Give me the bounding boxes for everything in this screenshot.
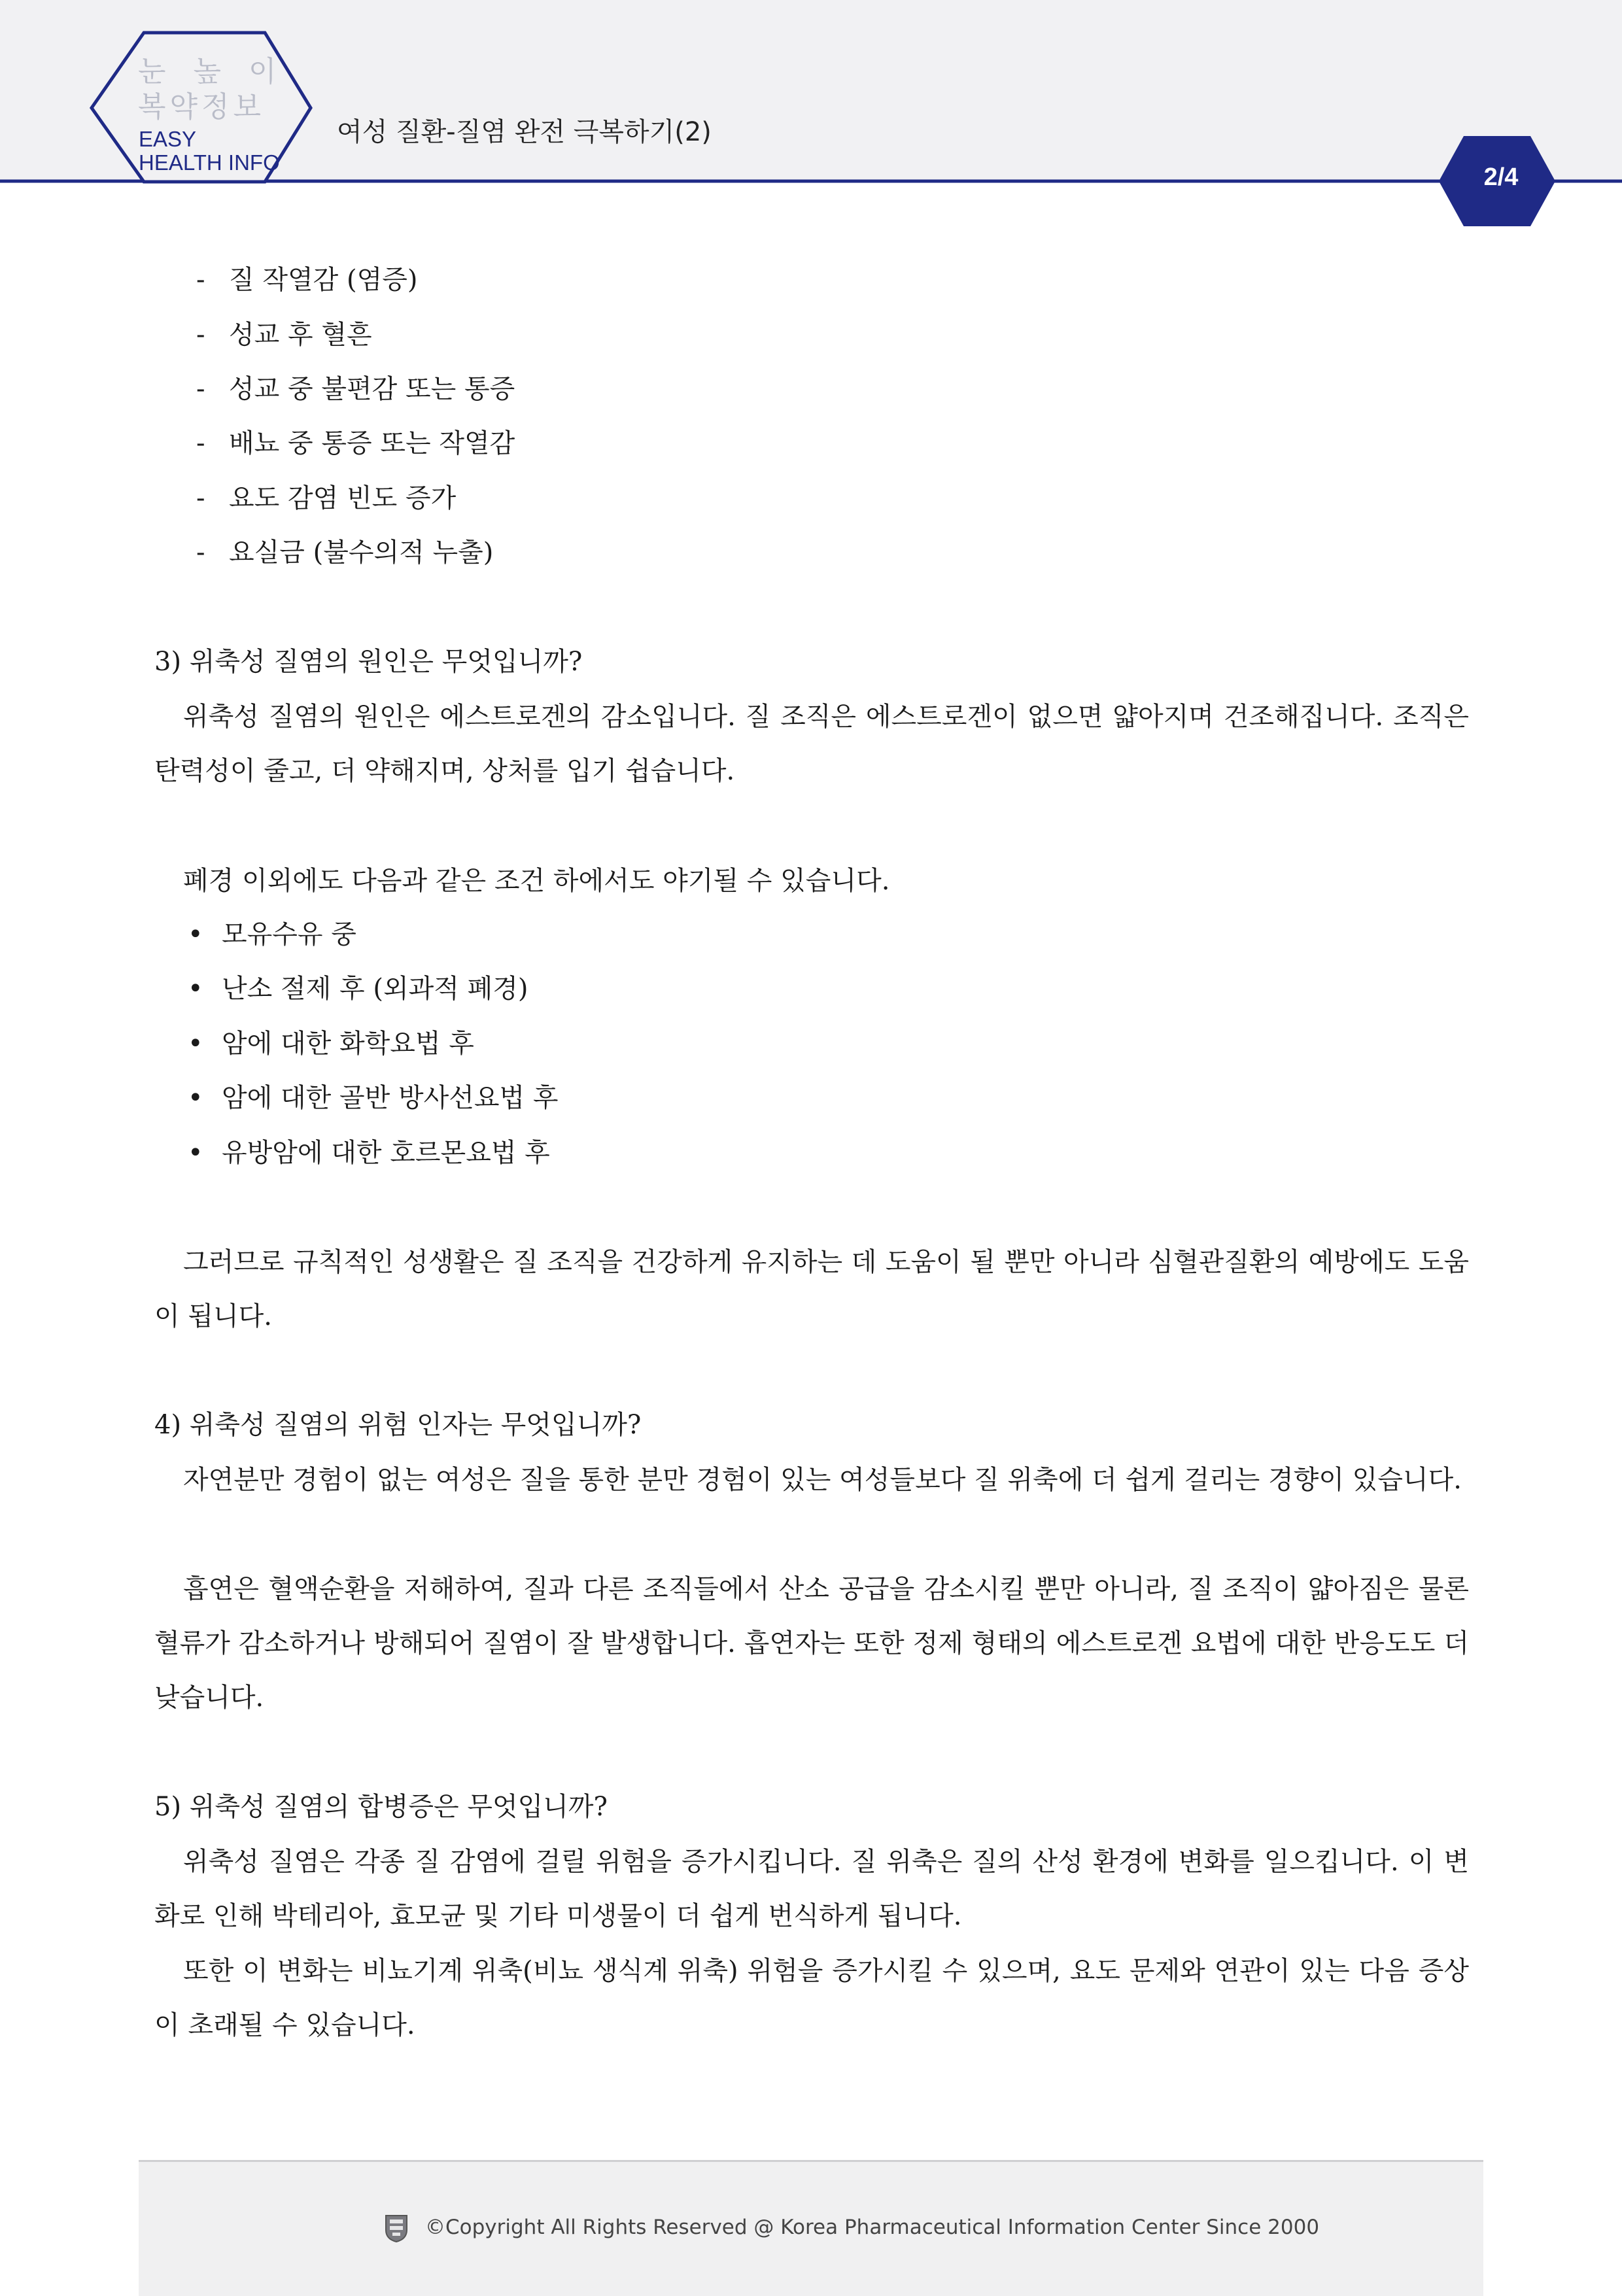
list-item: • 암에 대한 화학요법 후 xyxy=(188,1029,474,1059)
paragraph: 위축성 질염의 원인은 에스트로겐의 감소입니다. 질 조직은 에스트로겐이 없으면 얇아지며 건조해집니다. 조직은 탄력성이 줄고, 더 약해지며, 상처를 입기 쉽습니다. xyxy=(154,702,1469,786)
paragraph: 자연분만 경험이 없는 여성은 질을 통한 분만 경험이 있는 여성들보다 질 위축에 더 쉽게 걸리는 경향이 있습니다. xyxy=(183,1465,1462,1495)
emblem-icon xyxy=(383,2213,409,2243)
list-item: • 모유수유 중 xyxy=(188,919,356,950)
logo-korean-line2: 복약정보 xyxy=(138,90,266,124)
section-heading: 5) 위축성 질염의 합병증은 무엇입니까? xyxy=(154,1792,608,1822)
logo-english-line1: EASY xyxy=(139,127,197,151)
logo-korean-line1: 눈 높 이 xyxy=(138,55,286,88)
paragraph: 또한 이 변화는 비뇨기계 위축(비뇨 생식계 위축) 위험을 증가시킬 수 있으며, 요도 문제와 연관이 있는 다음 증상이 초래될 수 있습니다. xyxy=(154,1956,1469,2040)
logo-english-line2: HEALTH INFO xyxy=(139,150,280,175)
list-item: • 난소 절제 후 (외과적 폐경) xyxy=(188,974,528,1004)
paragraph: 그러므로 규칙적인 성생활은 질 조직을 건강하게 유지하는 데 도움이 될 뿐만 아니라 심혈관질환의 예방에도 도움이 됩니다. xyxy=(154,1247,1469,1331)
symptom-item: - 요도 감염 빈도 증가 xyxy=(196,483,457,513)
section-heading: 3) 위축성 질염의 원인은 무엇입니까? xyxy=(154,647,583,677)
page-indicator: 2/4 xyxy=(1483,163,1519,191)
section-heading: 4) 위축성 질염의 위험 인자는 무엇입니까? xyxy=(154,1410,642,1440)
symptom-item: - 배뇨 중 통증 또는 작열감 xyxy=(196,428,515,458)
symptom-item: - 성교 후 혈흔 xyxy=(196,320,372,350)
copyright-text: ©Copyright All Rights Reserved @ Korea Pharmaceutical Information Center Since 2000 xyxy=(425,2216,1320,2239)
document-title: 여성 질환-질염 완전 극복하기(2) xyxy=(337,117,712,147)
list-item: • 유방암에 대한 호르몬요법 후 xyxy=(188,1138,550,1168)
paragraph: 폐경 이외에도 다음과 같은 조건 하에서도 야기될 수 있습니다. xyxy=(183,866,890,896)
list-item: • 암에 대한 골반 방사선요법 후 xyxy=(188,1083,559,1113)
symptom-item: - 요실금 (불수의적 누출) xyxy=(196,538,494,568)
header-graphics xyxy=(0,0,1622,262)
paragraph: 위축성 질염은 각종 질 감염에 걸릴 위험을 증가시킵니다. 질 위축은 질의 산성 환경에 변화를 일으킵니다. 이 변화로 인해 박테리아, 효모균 및 기타 미생물이 더 쉽게 번식하게 됩니다. xyxy=(154,1847,1469,1931)
symptom-item: - 성교 중 불편감 또는 통증 xyxy=(196,374,515,404)
symptom-item: - 질 작열감 (염증) xyxy=(196,265,418,295)
paragraph: 흡연은 혈액순환을 저해하여, 질과 다른 조직들에서 산소 공급을 감소시킬 뿐만 아니라, 질 조직이 얇아짐은 물론 혈류가 감소하거나 방해되어 질염이 잘 발생합니다. 흡연자는 또한 정제 형태의 에스트로겐 요법에 대한 반응도도 더 낮습니다. xyxy=(154,1574,1469,1713)
